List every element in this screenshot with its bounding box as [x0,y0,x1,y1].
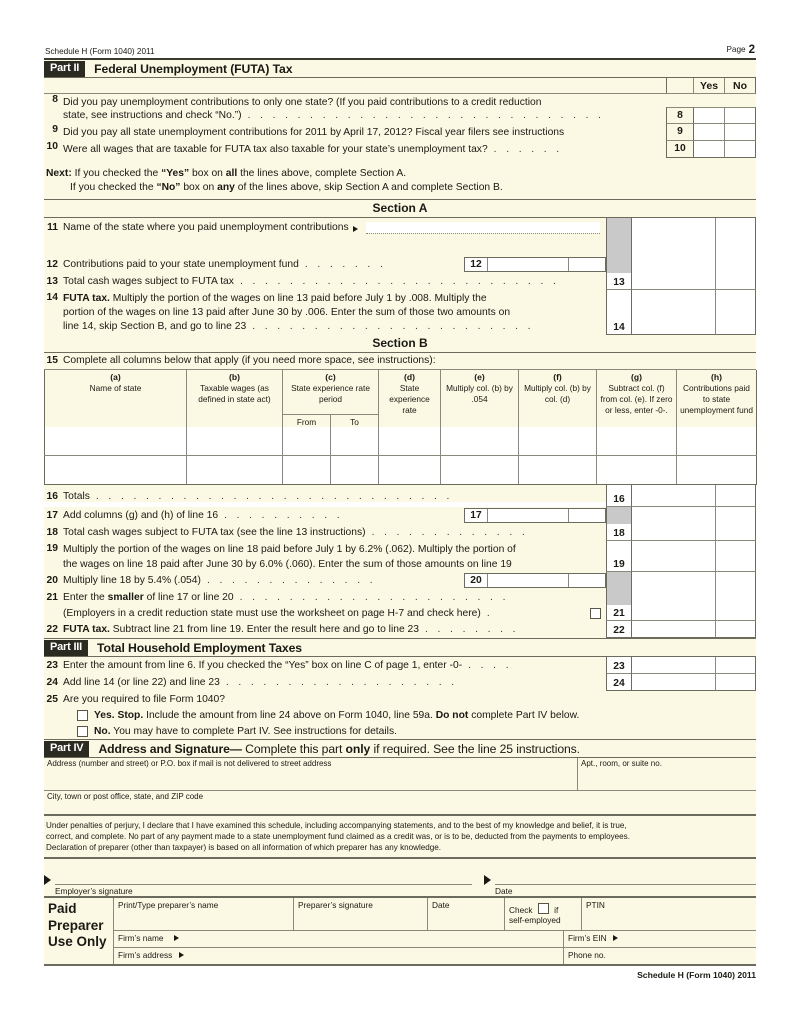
line-9-yes-checkbox[interactable] [694,124,725,141]
line-12-shaded-cell [606,256,632,273]
line-25-yes-label: Yes. Stop. Include the amount from line 24 above on Form 1040, line 59a. Do not complete Part IV below. [94,709,580,721]
part-2-title: Federal Unemployment (FUTA) Tax [94,61,293,76]
section-a-header: Section A [44,199,756,218]
city-state-zip-label: City, town or post office, state, and ZIP code [47,792,204,802]
line-14-money-column [606,290,756,335]
arrow-right-icon [484,875,491,885]
table-row [45,427,757,456]
column-header-h: (h) Contributions paid to state unemployment fund [677,370,757,428]
line-24-box-number: 24 [606,674,632,691]
line-16-row [44,485,756,507]
line-21-dollars-cell[interactable] [632,605,716,621]
table-header-row [45,370,757,415]
line-23-box-number: 23 [606,657,632,674]
line-25-no-option[interactable] [44,723,756,739]
self-employed-checkbox[interactable] [538,903,549,914]
line-12-number: 12 [46,258,58,270]
line-12-entry-box[interactable] [464,257,606,272]
part-2-header [44,58,756,78]
leader-dots: . . . . . . . . [425,624,519,636]
line-25-text: Are you required to file Form 1040? [63,693,225,705]
part-4-title: Address and Signature— Complete this part only if required. See the line 25 instructions. [98,741,580,756]
page-footer: Schedule H (Form 1040) 2011 [637,970,756,981]
line-23-number: 23 [46,660,58,672]
line-18-dollars-cell[interactable] [632,524,716,541]
check-if-label: if [554,905,559,916]
cell-d[interactable] [379,427,441,456]
line-17-dollars-cell[interactable] [632,507,716,524]
preparer-name-field[interactable] [114,898,294,930]
line-19-money-column [606,541,756,572]
line-11-state-input[interactable] [366,233,600,234]
column-header-b: (b) Taxable wages (as defined in state act) [187,370,283,428]
line-22-row [44,621,756,638]
arrow-right-icon [44,875,51,885]
cell-c-to[interactable] [331,456,379,485]
line-17-row [44,507,756,524]
leader-dots: . [486,607,494,619]
line-21-number: 21 [46,591,58,603]
line-10-no-checkbox[interactable] [725,141,756,158]
line-19-cents-cell[interactable] [716,541,756,572]
line-13-text: Total cash wages subject to FUTA tax [63,275,234,287]
firm-name-field[interactable] [114,931,564,947]
line-13-cents-cell[interactable] [716,273,756,290]
part-3-tag: Part III [44,640,88,656]
phone-number-field[interactable] [564,948,756,964]
cell-c-to[interactable] [331,427,379,456]
yes-no-header [44,78,756,94]
leader-dots: . . . . . . . . . . . . . . . . . . . . . . . [252,321,534,333]
line-24-dollars-cell[interactable] [632,674,716,691]
line-20-number: 20 [46,575,58,587]
next-line-1: Next: If you checked the “Yes” box on all the lines above, complete Section A. [46,167,407,179]
line-21-money-column [606,605,756,621]
leader-dots: . . . . . . . [304,258,387,270]
arrow-right-icon [613,935,618,941]
line-9-text: Did you pay all state unemployment contributions for 2011 by April 17, 2012? Fiscal year filers see instructions [63,126,565,138]
address-row [44,758,756,791]
cell-e[interactable] [441,456,519,485]
line-25-yes-checkbox[interactable] [77,710,88,721]
line-21-credit-reduction-checkbox[interactable] [590,608,601,619]
question-10-row [44,141,756,158]
line-19-box-number: 19 [606,541,632,572]
signature-date-input[interactable] [495,868,756,885]
self-employed-field[interactable] [505,898,582,930]
preparer-signature-label: Preparer’s signature [298,900,373,911]
line-25-no-checkbox[interactable] [77,726,88,737]
line-16-text: Totals [63,490,90,502]
line-11-cents-cell[interactable] [716,218,756,256]
line-17-dollars-input[interactable] [488,509,569,522]
check-label: Check [509,905,533,916]
preparer-signature-field[interactable] [294,898,428,930]
line-16-h-total-cell[interactable] [716,485,756,507]
cell-f[interactable] [519,427,597,456]
line-12-text: Contributions paid to your state unemployment fund [63,258,299,270]
line-8-no-checkbox[interactable] [725,107,756,124]
line-20-dollars-input[interactable] [488,574,569,587]
form-sheet [44,44,756,980]
line-22-dollars-cell[interactable] [632,621,716,638]
leader-dots: . . . . . . [493,143,563,155]
ptin-field[interactable] [582,898,756,930]
line-12-cents-input[interactable] [569,258,605,271]
line-18-number: 18 [46,527,58,539]
column-header-e: (e) Multiply col. (b) by .054 [441,370,519,428]
line-25-block [44,691,756,739]
line-12-row [44,256,756,273]
line-22-text: FUTA tax. Subtract line 21 from line 19. Enter the result here and go to line 23 [63,624,420,636]
preparer-name-label: Print/Type preparer’s name [118,900,219,911]
line-21-shaded-cell [606,589,632,605]
line-12-dollars-input[interactable] [488,258,569,271]
line-20-shaded-cell [606,572,632,589]
line-18-box-number: 18 [606,524,632,541]
line-20-dollars-cell[interactable] [632,572,716,589]
line-13-row [44,273,756,290]
arrow-right-icon [179,952,184,958]
line-10-yes-checkbox[interactable] [694,141,725,158]
apt-number-label: Apt., room, or suite no. [581,759,662,769]
line-10-number: 10 [46,140,58,152]
line-17-money-column [606,507,756,524]
leader-dots: . . . . . . . . . . [224,510,344,522]
part-4-header [44,739,756,758]
line-11-dollars-cell[interactable] [632,218,716,256]
line-20-box-number: 20 [465,574,488,587]
line-21-row [44,589,756,621]
cell-g[interactable] [597,427,677,456]
column-header-d: (d) State experience rate [379,370,441,428]
firm-address-field[interactable] [114,948,564,964]
cell-h[interactable] [677,456,757,485]
part-2-tag: Part II [44,61,85,77]
line-23-text: Enter the amount from line 6. If you checked the “Yes” box on line C of page 1, enter -0- [63,660,463,672]
firm-name-label: Firm’s name [118,933,164,944]
self-employed-label: self-employed [509,915,561,926]
line-14-cents-cell[interactable] [716,290,756,335]
line-11-number: 11 [47,221,58,233]
cell-f[interactable] [519,456,597,485]
line-14-row [44,290,756,335]
part-3-title: Total Household Employment Taxes [97,640,302,655]
line-21-box-number: 21 [606,605,632,621]
line-13-number: 13 [46,275,58,287]
line-13-dollars-cell[interactable] [632,273,716,290]
line-9-box-number: 9 [666,124,694,141]
line-12-cents-cell[interactable] [716,256,756,273]
leader-dots: . . . . . . . . . . . . . . . . . . . . . . . . . . . . . [247,109,605,121]
street-address-label: Address (number and street) or P.O. box if mail is not delivered to street address [47,759,332,769]
line-20-money-column [606,572,756,589]
line-18-cents-cell[interactable] [716,524,756,541]
line-14-text: FUTA tax. Multiply the portion of the wages on line 13 paid before July 1 by .008. Multiply the portion of the wages on line 13 paid after June 30 by .006. Enter the sum of those two amounts on line 14, skip Section B, and go to line 23 . . . . . . . . . . . . . . . . . . . . . . . [63,292,606,335]
firm-ein-field[interactable] [564,931,756,947]
line-16-g-total-cell[interactable] [632,485,716,507]
page-header [44,44,756,58]
line-13-box-number: 13 [606,273,632,290]
signature-date-label: Date [495,886,513,897]
line-19-number: 19 [46,543,58,555]
line-20-text: Multiply line 18 by 5.4% (.054) [63,575,201,587]
line-22-number: 22 [46,624,58,636]
line-10-box-number: 10 [666,141,694,158]
line-16-money-column [606,485,756,507]
line-8-yes-checkbox[interactable] [694,107,725,124]
question-9-row [44,124,756,141]
line-25-number: 25 [46,693,58,705]
line-24-money-column [606,674,756,691]
line-19-text: Multiply the portion of the wages on line 18 paid before July 1 by 6.2% (.062). Multiply the portion of the wages on line 18 paid after June 30 by 6.0% (.060). Enter the sum of those amounts on line 19 [63,544,516,570]
line-21-text: Enter the smaller of line 17 or line 20 [63,591,234,603]
line-25-no-label: No. You may have to complete Part IV. See instructions for details. [94,725,397,737]
cell-h[interactable] [677,427,757,456]
column-header-c-from: From [283,414,331,427]
line-20-entry-box[interactable] [464,573,606,588]
employer-signature-label: Employer’s signature [55,886,133,897]
leader-dots: . . . . . . . . . . . . . . . . . . . [225,677,458,689]
line-15-number: 15 [46,355,58,367]
cell-e[interactable] [441,427,519,456]
cell-b[interactable] [187,456,283,485]
line-21-upper-dollars-cell[interactable] [632,589,716,605]
line-20-cents-input[interactable] [569,574,605,587]
section-b-header: Section B [44,335,756,353]
signature-row [44,859,756,898]
part-4-tag: Part IV [44,741,89,757]
leader-dots: . . . . . . . . . . . . . [371,527,529,539]
yes-column-header: Yes [693,78,724,93]
paid-preparer-title: Paid Preparer Use Only [44,898,114,964]
line-18-row [44,524,756,541]
arrow-right-icon [353,226,358,232]
line-17-entry-box[interactable] [464,508,606,523]
cell-a[interactable] [45,456,187,485]
line-17-cents-input[interactable] [569,509,605,522]
page-indicator: Page 2 [726,44,755,56]
line-22-box-number: 22 [606,621,632,638]
employer-signature-input[interactable] [55,868,472,885]
line-11-text: Name of the state where you paid unemployment contributions [63,221,349,233]
ptin-label: PTIN [586,900,605,911]
line-24-text: Add line 14 (or line 22) and line 23 [63,677,220,689]
line-21-upper-money-column [606,589,756,605]
line-18-text: Total cash wages subject to FUTA tax (see the line 13 instructions) [63,527,366,539]
line-12-money-column [606,256,756,273]
cell-c-from[interactable] [283,456,331,485]
line-11-row [44,218,756,256]
leader-dots: . . . . [468,660,512,672]
preparer-date-label: Date [432,900,450,911]
line-16-number: 16 [46,490,58,502]
line-13-money-column [606,273,756,290]
section-b-table [44,370,757,486]
table-row [45,456,757,485]
line-14-box-number: 14 [606,290,632,335]
line-21-note: (Employers in a credit reduction state must use the worksheet on page H-7 and check here) [63,607,481,619]
line-14-dollars-cell[interactable] [632,290,716,335]
line-17-cents-cell[interactable] [716,507,756,524]
cell-g[interactable] [597,456,677,485]
leader-dots: . . . . . . . . . . . . . . . . . . . . . . . . . . . . . [95,490,453,502]
line-17-shaded-cell [606,507,632,524]
city-row[interactable] [44,791,756,816]
cell-d[interactable] [379,456,441,485]
preparer-date-field[interactable] [428,898,505,930]
line-20-cents-cell[interactable] [716,572,756,589]
arrow-right-icon [174,935,179,941]
cell-b[interactable] [187,427,283,456]
line-18-money-column [606,524,756,541]
question-8-row [44,94,756,124]
perjury-statement: Under penalties of perjury, I declare that I have examined this schedule, including accompanying statements, and to the best of my knowledge and belief, it is true, correct, and complete. No part of any payment made to a state unemployment fund claimed as a credit was, or is to be, deducted from the payments to employees. Declaration of preparer (other than taxpayer) is based on all information of which preparer has any knowledge. [44,816,756,859]
line-17-text: Add columns (g) and (h) of line 16 [63,510,219,522]
street-address-field[interactable] [44,758,578,790]
line-16-box-number: 16 [606,485,632,507]
line-11-money-column [606,218,756,256]
no-column-header: No [724,78,756,93]
column-header-c-to: To [331,414,379,427]
line-17-number: 17 [46,510,58,522]
line-21-cents-cell[interactable] [716,605,756,621]
line-17-box-number: 17 [465,509,488,522]
column-header-c: (c) State experience rate period [283,370,379,415]
column-header-a: (a) Name of state [45,370,187,428]
line-9-no-checkbox[interactable] [725,124,756,141]
line-23-row [44,657,756,674]
line-23-money-column [606,657,756,674]
firm-ein-label: Firm’s EIN [568,933,607,944]
line-8-box-number: 8 [666,107,694,124]
line-10-text: Were all wages that are taxable for FUTA tax also taxable for your state’s unemployment tax? . . . . . . [63,141,666,158]
line-12-dollars-cell[interactable] [632,256,716,273]
line-9-number: 9 [52,123,58,135]
line-24-cents-cell[interactable] [716,674,756,691]
line-23-dollars-cell[interactable] [632,657,716,674]
line-24-row [44,674,756,691]
leader-dots: . . . . . . . . . . . . . . [206,575,376,587]
cell-c-from[interactable] [283,427,331,456]
part-3-header [44,638,756,657]
line-25-yes-option[interactable] [44,707,756,723]
apt-number-field[interactable] [578,758,756,790]
line-23-cents-cell[interactable] [716,657,756,674]
line-19-row [44,541,756,572]
line-8-text: Did you pay unemployment contributions to only one state? (If you paid contributions to a credit reduction state, see instructions and check “No.”) . . . . . . . . . . . . . . . . . . . . . . . . . . . . . [63,94,666,124]
next-instruction-block [44,158,756,199]
form-identifier: Schedule H (Form 1040) 2011 [45,47,155,56]
line-8-number: 8 [52,94,58,105]
line-22-money-column [606,621,756,638]
leader-dots: . . . . . . . . . . . . . . . . . . . . . . . . . . [239,275,560,287]
line-12-box-number: 12 [465,258,488,271]
line-19-dollars-cell[interactable] [632,541,716,572]
line-15-text: Complete all columns below that apply (if you need more space, see instructions): [63,355,436,367]
column-header-f: (f) Multiply col. (b) by col. (d) [519,370,597,428]
cell-a[interactable] [45,427,187,456]
leader-dots: . . . . . . . . . . . . . . . . . . . . . . [239,591,509,603]
firm-address-label: Firm’s address [118,950,173,961]
line-15-row [44,353,756,370]
column-header-g: (g) Subtract col. (f) from col. (e). If zero or less, enter -0-. [597,370,677,428]
line-14-number: 14 [46,291,58,303]
next-line-2: If you checked the “No” box on any of the lines above, skip Section A and complete Section B. [70,181,503,193]
line-24-number: 24 [46,677,58,689]
line-20-row [44,572,756,589]
line-11-shaded-cell [606,218,632,256]
phone-number-label: Phone no. [568,950,606,961]
line-21-upper-cents-cell[interactable] [716,589,756,605]
line-22-cents-cell[interactable] [716,621,756,638]
paid-preparer-block [44,898,756,966]
